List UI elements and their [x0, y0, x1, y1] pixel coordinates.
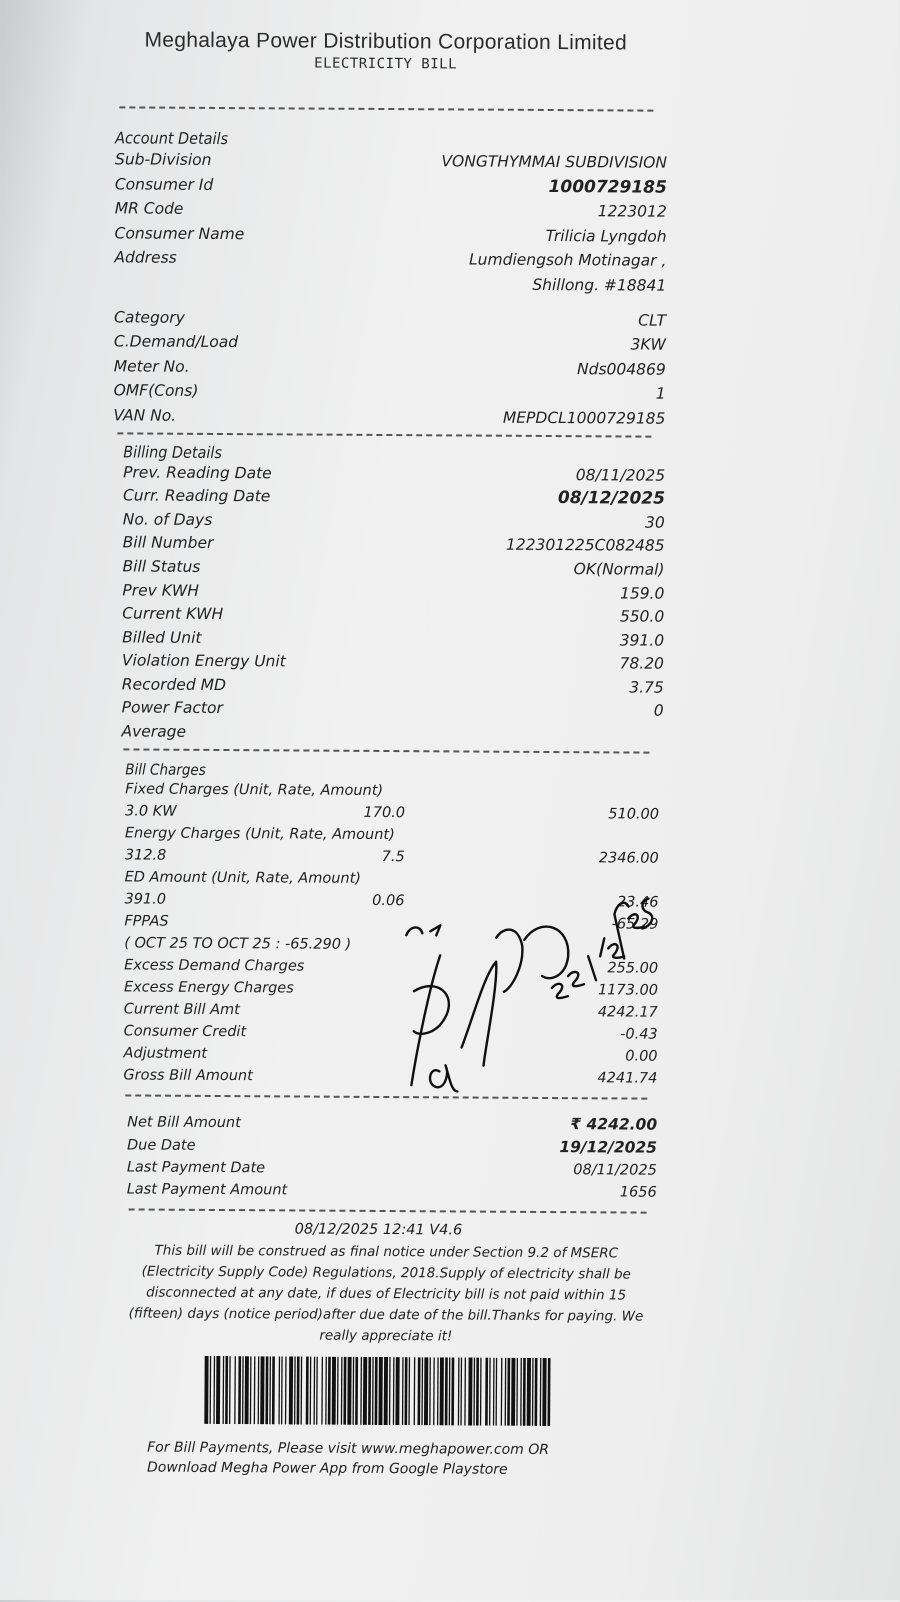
row-label: Curr. Reading Date — [122, 486, 271, 506]
barcode-bar — [460, 1357, 462, 1425]
row-label: Current KWH — [122, 604, 224, 624]
row-value: 1656 — [619, 1184, 657, 1201]
row-value: 1173.00 — [597, 981, 659, 999]
billing-row — [122, 673, 664, 700]
barcode-bar — [258, 1356, 260, 1424]
row-value: 3KW — [630, 335, 666, 354]
energy-charges-values — [125, 844, 659, 869]
row-label: Violation Energy Unit — [121, 651, 286, 671]
row-label: Net Bill Amount — [127, 1114, 241, 1131]
barcode-bar — [278, 1356, 280, 1424]
barcode-bar — [225, 1356, 228, 1424]
barcode-bar — [501, 1357, 503, 1425]
barcode-bar — [372, 1357, 374, 1425]
billing-row — [123, 508, 665, 535]
row-value: 08/11/2025 — [575, 465, 666, 485]
barcode-bar — [242, 1356, 244, 1424]
barcode-bar — [272, 1356, 275, 1424]
row-label: Adjustment — [123, 1045, 208, 1062]
barcode-bar — [234, 1356, 236, 1424]
row-label: No. of Days — [122, 510, 213, 529]
account-row — [115, 147, 667, 175]
barcode-bar — [437, 1357, 439, 1425]
barcode-bar — [404, 1357, 407, 1425]
barcode-bar — [402, 1357, 404, 1425]
row-label: Bill Number — [122, 533, 214, 553]
fppas-value: -65.29 — [611, 916, 659, 933]
barcode-bar — [534, 1358, 537, 1426]
account-section-title: Account Details — [115, 128, 229, 149]
fppas-period: ( OCT 25 TO OCT 25 : -65.290 ) — [124, 935, 352, 953]
row-value: 30 — [645, 513, 665, 532]
bill-title: ELECTRICITY BILL — [314, 55, 458, 73]
barcode-image — [202, 1356, 552, 1426]
row-value: 550.0 — [619, 607, 665, 626]
row-value: Trilicia Lyngdoh — [545, 226, 667, 246]
rate-value: 170.0 — [363, 804, 406, 821]
payment-line-1: For Bill Payments, Please visit www.meghapower.com OR — [147, 1439, 550, 1458]
row-value: 255.00 — [607, 960, 659, 977]
account-row — [114, 246, 666, 274]
barcode-bar — [289, 1356, 293, 1424]
row-label: Average — [121, 722, 187, 741]
barcode-bar — [328, 1356, 331, 1424]
row-value: 78.20 — [619, 654, 665, 673]
account-row — [114, 221, 666, 249]
account-row — [114, 354, 666, 382]
charges-row — [125, 822, 659, 847]
barcode-bar — [464, 1357, 466, 1425]
barcode-bar — [414, 1357, 416, 1425]
barcode-bar — [424, 1357, 428, 1425]
billing-details — [91, 434, 673, 748]
charges-row — [125, 778, 659, 803]
billing-row — [121, 720, 663, 747]
charges-section-title: Bill Charges — [125, 760, 206, 779]
handwritten-paid-signature — [399, 895, 680, 1127]
barcode-bar — [368, 1357, 371, 1425]
billing-row — [123, 485, 665, 512]
barcode-bar — [440, 1357, 444, 1425]
row-value: -0.43 — [620, 1026, 658, 1043]
amount-value: 23.46 — [616, 894, 659, 911]
row-value: 08/11/2025 — [573, 1161, 657, 1179]
row-label: Prev KWH — [122, 580, 199, 600]
barcode-bar — [449, 1357, 451, 1425]
account-row — [114, 330, 666, 358]
barcode-bar — [495, 1357, 497, 1425]
barcode-bar — [527, 1358, 531, 1426]
unit-value: 391.0 — [124, 891, 167, 908]
barcode-bar — [489, 1357, 491, 1425]
barcode-bar — [265, 1356, 268, 1424]
account-row — [115, 197, 667, 225]
payment-line-2: Download Megha Power App from Google Playstore — [146, 1459, 508, 1478]
barcode-bar — [229, 1356, 231, 1424]
fppas-label: FPPAS — [124, 913, 169, 930]
row-label: Prev. Reading Date — [123, 462, 272, 482]
barcode-bar — [341, 1356, 343, 1424]
barcode-bar — [347, 1356, 351, 1424]
barcode-bar — [210, 1356, 212, 1424]
barcode-bar — [540, 1358, 542, 1426]
barcode-bar — [485, 1357, 488, 1425]
barcode-bar — [433, 1357, 435, 1425]
account-details — [93, 108, 675, 431]
barcode-bar — [395, 1357, 399, 1425]
row-value: Lumdiengsoh Motinagar , — [469, 250, 667, 271]
divider — [129, 1208, 647, 1213]
barcode-bar — [360, 1357, 362, 1425]
final-notice-text: This bill will be construed as final notice under Section 9.2 of MSERC (Electricity Supply Code) Regulations, 2018.Supply of electricity shall be disconnected at any date, if dues of Electricity bill is not paid within 15 (fifteen) days (notice period)after due date of the bill.Thanks for paying. We really appreciate it! — [128, 1242, 644, 1345]
barcode-bar — [547, 1358, 550, 1426]
barcode-bar — [417, 1357, 420, 1425]
barcode-bar — [458, 1357, 460, 1425]
row-label: VAN No. — [113, 406, 177, 425]
row-label: OMF(Cons) — [113, 381, 199, 401]
billing-row — [122, 697, 664, 724]
net-row — [127, 1156, 657, 1181]
barcode-bar — [476, 1357, 479, 1425]
barcode-bar — [393, 1357, 395, 1425]
amount-value: 510.00 — [608, 806, 660, 823]
consumer-id-value: 1000729185 — [548, 176, 667, 198]
barcode-bar — [321, 1356, 323, 1424]
barcode-bar — [260, 1356, 264, 1424]
billing-row — [122, 602, 664, 629]
barcode-bar — [343, 1356, 346, 1424]
barcode-bar — [297, 1356, 300, 1424]
row-label: Power Factor — [121, 698, 223, 718]
net-bill-amount-value: ₹ 4242.00 — [570, 1114, 658, 1134]
account-row — [114, 379, 666, 407]
payment-instructions — [147, 1437, 667, 1480]
account-row — [113, 403, 665, 431]
row-value: VONGTHYMMAI SUBDIVISION — [441, 152, 668, 172]
barcode-bar — [250, 1356, 252, 1424]
billing-row — [123, 532, 665, 559]
barcode-bar — [300, 1356, 302, 1424]
barcode-bar — [384, 1357, 388, 1425]
row-value: 0.00 — [625, 1048, 658, 1065]
net-row — [127, 1133, 657, 1159]
billing-row — [122, 579, 664, 606]
row-label: Billed Unit — [122, 628, 202, 647]
row-label: Excess Demand Charges — [124, 957, 305, 975]
barcode-bar — [306, 1356, 309, 1424]
row-label: Due Date — [126, 1137, 196, 1154]
net-row — [127, 1178, 657, 1203]
barcode-bar — [363, 1357, 367, 1425]
row-value: 1 — [655, 384, 666, 404]
row-label: Last Payment Amount — [126, 1181, 288, 1199]
unit-value: 3.0 KW — [124, 803, 177, 820]
row-label: Address — [114, 248, 177, 268]
barcode-bar — [310, 1356, 312, 1424]
row-label: Consumer Name — [114, 224, 245, 243]
row-value: 1223012 — [597, 202, 667, 221]
barcode-bar — [523, 1358, 526, 1426]
barcode-bar — [352, 1356, 354, 1424]
barcode-bar — [294, 1356, 296, 1424]
row-label: Category — [114, 307, 185, 327]
barcode-bar — [542, 1358, 546, 1426]
unit-value: 312.8 — [124, 847, 167, 864]
barcode-bar — [254, 1356, 256, 1424]
row-value: 4242.17 — [597, 1003, 658, 1021]
barcode-bar — [473, 1357, 475, 1425]
energy-charges-label: Energy Charges (Unit, Rate, Amount) — [124, 825, 395, 843]
barcode-bar — [378, 1357, 382, 1425]
barcode-bar — [389, 1357, 391, 1425]
row-value: 391.0 — [619, 631, 665, 650]
barcode-bar — [516, 1357, 518, 1425]
barcode-bar — [375, 1357, 378, 1425]
barcode-bar — [238, 1356, 241, 1424]
row-label: MR Code — [114, 199, 184, 218]
billing-section-title: Billing Details — [123, 441, 222, 462]
row-value: Nds004869 — [577, 359, 666, 379]
account-row — [114, 305, 666, 333]
barcode-bar — [316, 1356, 318, 1424]
barcode-bar — [285, 1356, 287, 1424]
barcode-bar — [332, 1356, 336, 1424]
barcode-bar — [223, 1356, 225, 1424]
barcode-bar — [468, 1357, 472, 1425]
charges-row — [125, 866, 659, 891]
barcode-bar — [532, 1358, 534, 1426]
billing-row — [123, 461, 665, 488]
row-label: Excess Energy Charges — [123, 979, 294, 997]
current-reading-date-value: 08/12/2025 — [557, 488, 666, 509]
barcode-bar — [507, 1357, 510, 1425]
account-row — [115, 172, 667, 200]
barcode-bar — [269, 1356, 271, 1424]
company-name: Meghalaya Power Distribution Corporation Limited — [144, 28, 628, 55]
row-value: 122301225C082485 — [505, 536, 665, 556]
row-label: Bill Status — [122, 557, 201, 576]
electricity-bill-receipt — [86, 0, 676, 1602]
row-label: Last Payment Date — [126, 1159, 266, 1176]
row-label: Current Bill Amt — [123, 1001, 240, 1018]
billing-row — [122, 650, 664, 677]
row-value: 0 — [653, 702, 664, 721]
row-value: Shillong. #18841 — [532, 275, 667, 295]
row-label: Sub-Division — [114, 150, 212, 169]
billing-row — [122, 626, 664, 653]
row-label: C.Demand/Load — [113, 332, 239, 352]
print-timestamp: 08/12/2025 12:41 V4.6 — [294, 1221, 463, 1239]
barcode-bar — [355, 1356, 358, 1424]
barcode-bar — [505, 1357, 507, 1425]
row-label: Consumer Credit — [123, 1023, 247, 1040]
barcode-bar — [313, 1356, 315, 1424]
barcode-bar — [325, 1356, 327, 1424]
row-label: Recorded MD — [121, 675, 227, 694]
barcode-bar — [245, 1356, 249, 1424]
amount-value: 2346.00 — [598, 849, 659, 867]
due-date-value: 19/12/2025 — [559, 1137, 658, 1157]
bill-header — [96, 0, 676, 74]
ed-amount-label: ED Amount (Unit, Rate, Amount) — [124, 869, 362, 887]
barcode-bar — [408, 1357, 410, 1425]
barcode-bar — [445, 1357, 448, 1425]
barcode-bar — [451, 1357, 454, 1425]
barcode-bar — [520, 1358, 522, 1426]
row-label: Consumer Id — [114, 174, 214, 194]
fixed-charges-label: Fixed Charges (Unit, Rate, Amount) — [125, 781, 384, 799]
fixed-charges-values — [125, 800, 659, 825]
row-label: Meter No. — [113, 357, 190, 376]
barcode-bar — [429, 1357, 431, 1425]
row-value: 159.0 — [619, 583, 665, 603]
rate-value: 7.5 — [381, 848, 405, 865]
rate-value: 0.06 — [372, 892, 405, 909]
row-value: 4241.74 — [597, 1069, 658, 1087]
row-value: CLT — [638, 311, 667, 330]
barcode-bar — [511, 1357, 515, 1425]
row-value: 3.75 — [629, 678, 664, 697]
row-value: MEPDCL1000729185 — [502, 408, 666, 428]
row-label: Gross Bill Amount — [123, 1067, 253, 1084]
account-row — [114, 270, 666, 298]
barcode-bar — [204, 1356, 208, 1424]
barcode-bar — [493, 1357, 495, 1425]
barcode-bar — [480, 1357, 482, 1425]
row-value: OK(Normal) — [573, 560, 665, 579]
barcode-bar — [337, 1356, 339, 1424]
barcode-bar — [216, 1356, 220, 1424]
barcode-bar — [421, 1357, 423, 1425]
barcode-bar — [281, 1356, 283, 1424]
barcode-bar — [213, 1356, 215, 1424]
billing-row — [122, 555, 664, 582]
